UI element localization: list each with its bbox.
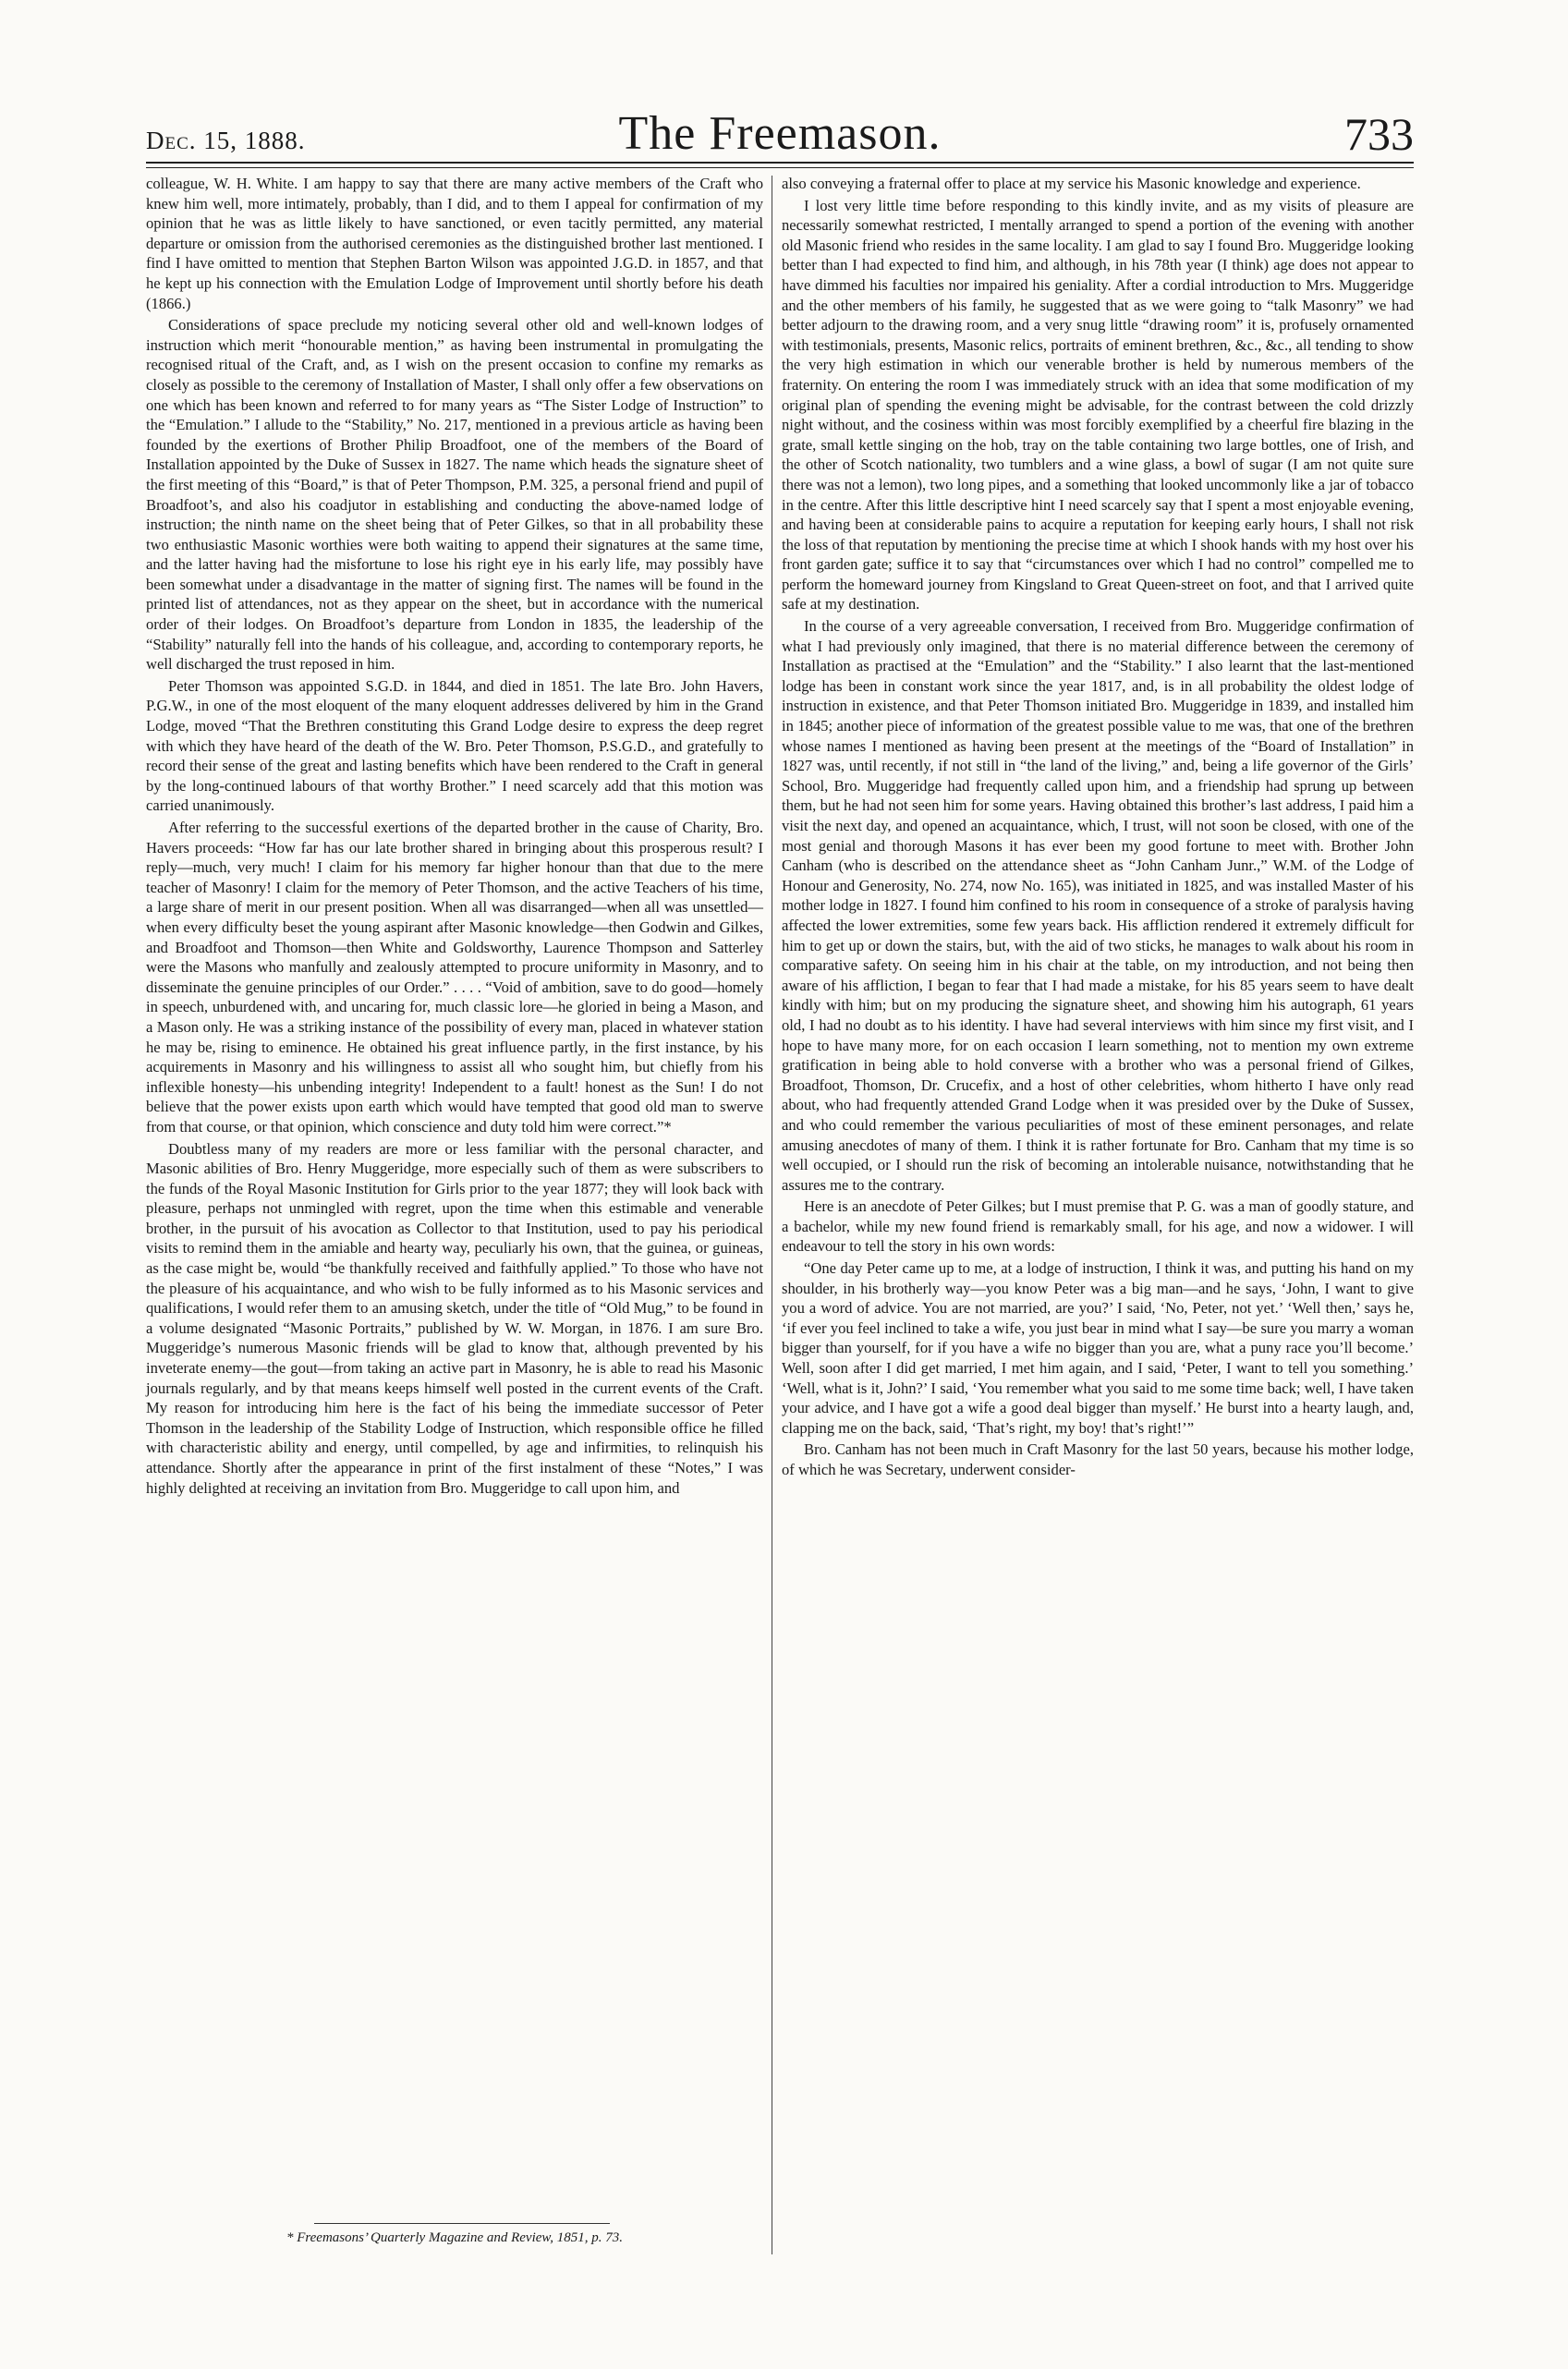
paragraph: colleague, W. H. White. I am happy to say that there are many active members of the Craft who knew him well, more intimately, probably, than I did, and to them I appeal for confirmation of my opinion that he was as little likely to have sanctioned, or even tacitly permitted, any material departure or omission from the authorised ceremonies as the distinguished brother last mentioned. I find I have omitted to mention that Stephen Barton Wilson was appointed J.G.D. in 1857, and that he kept up his connection with the Emulation Lodge of Improvement until shortly before his death (1866.): [146, 175, 763, 312]
paragraph: After referring to the successful exertions of the departed brother in the cause of Charity, Bro. Havers proceeds: “How far has our late brother shared in bringing about this prosperous result? I reply—much, very much! I claim for his memory far higher honour than that due to the mere teacher of Masonry! I claim for the memory of Peter Thomson, and the active Teachers of his time, a large share of merit in our present position. When all was disarranged—when all was unsettled—when every difficulty beset the young aspirant after Masonic knowledge—then Godwin and Gilkes, and Broadfoot and Thomson—then White and Goldsworthy, Laurence Thompson and Satterley were the Masons who manfully and zealously attempted to procure uniformity in Masonry, and to disseminate the genuine principles of our Order.” . . . . “Void of ambition, save to do good—homely in speech, unburdened with, and uncaring for, much classic lore—he gloried in being a Mason, and a Mason only. He was a striking instance of the possibility of every man, placed in whatever station he may be, rising to eminence. He obtained his great influence partly, in the first instance, by his acquirements in Masonry and his willingness to assist all who sought him, but chiefly from his inflexible honesty—his unbending integrity! Independent to a fault! honest as the Sun! I do not believe that the power exists upon earth which would have tempted that good old man to swerve from that course, or that opinion, which conscience and duty told him were correct.”*: [146, 819, 763, 1136]
paragraph: I lost very little time before responding to this kindly invite, and as my visits of pleasure are necessarily somewhat restricted, I mentally arranged to spend a portion of the evening with another old Masonic friend who resides in the same locality. I am glad to say I found Bro. Muggeridge looking better than I had expected to find him, and although, in his 78th year (I think) age does not appear to have dimmed his faculties nor impaired his geniality. After a cordial introduction to Mrs. Muggeridge and the other members of his family, he suggested that as we were going to “talk Masonry” we had better adjourn to the drawing room, and a very snug little “drawing room” it is, profusely ornamented with testimonials, presents, Masonic relics, portraits of eminent brethren, &c., &c., all tending to show the very high estimation in which our venerable brother is held by numerous members of the fraternity. On entering the room I was immediately struck with an idea that some modification of my original plan of spending the evening might be advisable, for the contrast between the cold drizzly night without, and the cosiness within was most forcibly exemplified by a cheerful fire blazing in the grate, small kettle singing on the hob, tray on the table containing two large bottles, one of Irish, and the other of Scotch nationality, two tumblers and a wine glass, a bowl of sugar (I am not quite sure there was not a lemon), two long pipes, and a something that looked uncommonly like a jar of tobacco in the centre. After this little descriptive hint I need scarcely say that I spent a most enjoyable evening, and having been at considerable pains to acquire a reputation for keeping early hours, I shall not risk the loss of that reputation by mentioning the precise time at which I shook hands with my host over his front garden gate; suffice it to say that “circumstances over which I had no control” compelled me to perform the homeward journey from Kingsland to Great Queen-street on foot, and that I arrived quite safe at my destination.: [782, 196, 1414, 614]
publication-title: The Freemason.: [618, 107, 942, 160]
paragraph: Bro. Canham has not been much in Craft Masonry for the last 50 years, because his mother lodge, of which he was Secretary, underwent consider-: [782, 1440, 1414, 1478]
paragraph: “One day Peter came up to me, at a lodge of instruction, I think it was, and putting his hand on my shoulder, in his brotherly way—you know Peter was a big man—and he says, ‘John, I want to give you a word of advice. You are not married, are you?’ I said, ‘No, Peter, not yet.’ ‘Well then,’ says he, ‘if ever you feel inclined to take a wife, you just bear in mind what I say—be sure you marry a woman bigger than yourself, for if you have a wife no bigger than you are, what a puny race you’ll become.’ Well, soon after I did get married, I met him again, and I said, ‘Peter, I want to tell you something.’ ‘Well, what is it, John?’ I said, ‘You remember what you said to me some time back; well, I have taken your advice, and I have got a wife a good deal bigger than myself.’ He burst into a hearty laugh, and, clapping me on the back, said, ‘That’s right, my boy! that’s right!’”: [782, 1259, 1414, 1437]
issue-date: Dec. 15, 1888.: [146, 127, 306, 154]
paragraph: Peter Thomson was appointed S.G.D. in 1844, and died in 1851. The late Bro. John Havers, P.G.W., in one of the most eloquent of the many eloquent addresses delivered by him in the Grand Lodge, moved “That the Brethren constituting this Grand Lodge desire to express the deep regret with which they have heard of the death of the W. Bro. Peter Thomson, P.S.G.D., and gratefully to record their sense of the great and lasting benefits which have been rendered to the Craft in general by the long-continued labours of that worthy Brother.” I need scarcely add that this motion was carried unanimously.: [146, 676, 763, 815]
footnote: * Freemasons’ Quarterly Magazine and Review, 1851, p. 73.: [286, 2230, 624, 2245]
paragraph: Considerations of space preclude my noticing several other old and well-known lodges of instruction which merit “honourable mention,” as having been instrumental in promulgating the recognised ritual of the Craft, and, as I wish on the present occasion to confine my remarks as closely as possible to the ceremony of Installation of Master, I shall only offer a few observations on one which has been known and referred to for many years as “The Sister Lodge of Instruction” to the “Emulation.” I allude to the “Stability,” No. 217, mentioned in a previous article as having been founded by the exertions of Brother Philip Broadfoot, one of the members of the Board of Installation appointed by the Duke of Sussex in 1827. The name which heads the signature sheet of the first meeting of this “Board,” is that of Peter Thompson, P.M. 325, a personal friend and pupil of Broadfoot’s, and also his coadjutor in establishing and conducting the above-named lodge of instruction; the ninth name on the sheet being that of Peter Gilkes, so that in all probability these two enthusiastic Masonic worthies were both waiting to append their signatures at the same time, and the latter having had the misfortune to lose his right eye in his early life, may possibly have been somewhat under a disadvantage in the matter of signing first. The names will be found in the printed list of attendances, not as they appear on the sheet, but in accordance with the numerical order of their lodges. On Broadfoot’s departure from London in 1835, the leadership of the “Stability” naturally fell into the hands of his colleague, and, according to contemporary reports, he well discharged the trust reposed in him.: [146, 316, 763, 674]
masthead: [146, 109, 1414, 159]
paragraph: also conveying a fraternal offer to place at my service his Masonic knowledge and experience.: [782, 175, 1361, 192]
masthead-rule-thin: [146, 167, 1414, 168]
left-column: [146, 174, 763, 1498]
paragraph: In the course of a very agreeable conversation, I received from Bro. Muggeridge confirmation of what I had previously only imagined, that there is no material difference between the ceremony of Installation as practised at the “Emulation” and the “Stability.” I also learnt that the last-mentioned lodge has been in constant work since the year 1817, and, is in all probability the oldest lodge of instruction in existence, and that Peter Thomson initiated Bro. Muggeridge in 1839, and installed him in 1845; another piece of information of the greatest possible value to me was, that one of the brethren whose names I mentioned as having been present at the meetings of the “Board of Installation” in 1827 was, until recently, if not still in “the land of the living,” and, being a life governor of the Girls’ School, Bro. Muggeridge had frequently called upon him, and a friendship had sprung up between them, but he had not seen him for some years. Having obtained this brother’s last address, I paid him a visit the next day, and opened an acquaintance, which, I trust, will not soon be closed, with one of the most genial and thorough Masons it has ever been my good fortune to meet with. Brother John Canham (who is described on the attendance sheet as “John Canham Junr.,” W.M. of the Lodge of Honour and Generosity, No. 274, now No. 165), was initiated in 1825, and was installed Master of his mother lodge in 1827. I found him confined to his room in consequence of a stroke of paralysis having affected the lower extremities, some few years back. His affliction rendered it extremely difficult for him to get up or down the stairs, but, with the aid of two sticks, he manages to walk about his room in comparative safety. On seeing him in his chair at the table, on my introduction, and not being then aware of his affliction, I began to fear that I had made a mistake, for his 85 years seem to have dealt kindly with him; but on my producing the signature sheet, and showing him his autograph, 61 years old, I had no doubt as to his identity. I have had several interviews with him since my first visit, and I hope to have many more, for on each occasion I learn something, not to mention my own extreme gratification in being able to hold converse with a brother who was a personal friend of Gilkes, Broadfoot, Thomson, Dr. Crucefix, and a host of other celebrities, whom hitherto I have only read about, who had frequently attended Grand Lodge when it was presided over by the Duke of Sussex, and who could remember the various peculiarities of most of these eminent personages, and relate amusing anecdotes of many of them. I think it is rather fortunate for Bro. Canham that my time is so well occupied, or I should run the risk of becoming an intolerable nuisance, notwithstanding that he assures me to the contrary.: [782, 617, 1414, 1194]
paragraph: Doubtless many of my readers are more or less familiar with the personal character, and Masonic abilities of Bro. Henry Muggeridge, more especially such of them as were subscribers to the funds of the Royal Masonic Institution for Girls prior to the year 1877; they will look back with pleasure, perhaps not unmingled with regret, upon the time when this estimable and venerable brother, in the pursuit of his avocation as Collector to that Institution, used to pay his periodical visits to remind them in the amiable and hearty way, peculiarly his own, that the guinea, or guineas, as the case might be, would “be thankfully received and faithfully applied.” To those who have not the pleasure of his acquaintance, and who wish to be fully informed as to his Masonic services and qualifications, I would refer them to an amusing sketch, under the title of “Old Mug,” to be found in a volume designated “Masonic Portraits,” published by W. W. Morgan, in 1876. I am sure Bro. Muggeridge’s numerous Masonic friends will be glad to know that, although prevented by his inveterate enemy—the gout—from taking an active part in Masonry, he is able to read his Masonic journals regularly, and by that means keeps himself well posted in the current events of the Craft. My reason for introducing him here is the fact of his being the immediate successor of Peter Thomson in the leadership of the Stability Lodge of Instruction, which responsible office he filled with characteristic ability and energy, until compelled, by age and infirmities, to relinquish his attendance. Shortly after the appearance in print of the first instalment of these “Notes,” I was highly delighted at receiving an invitation from Bro. Muggeridge to call upon him, and: [146, 1139, 763, 1497]
masthead-rule: [146, 162, 1414, 164]
footnote-rule: [314, 2223, 610, 2224]
right-column: [782, 174, 1414, 1480]
page-number: 733: [1344, 108, 1414, 160]
paragraph: Here is an anecdote of Peter Gilkes; but I must premise that P. G. was a man of goodly stature, and a bachelor, while my new found friend is remarkably small, for his age, and now a widower. I will endeavour to tell the story in his own words:: [782, 1197, 1414, 1256]
